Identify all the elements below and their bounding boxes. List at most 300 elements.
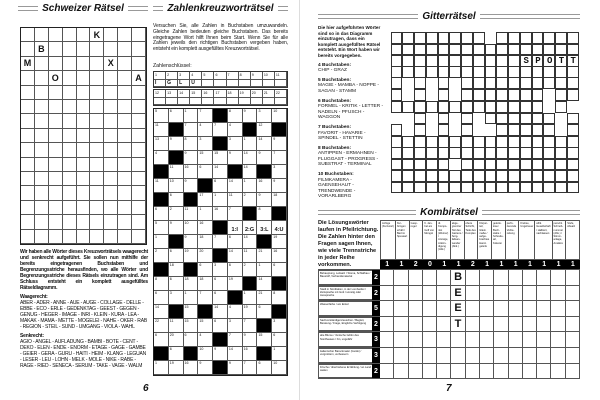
grid-cell[interactable] bbox=[184, 361, 202, 375]
grid-cell[interactable] bbox=[118, 186, 132, 200]
grid-cell[interactable] bbox=[132, 86, 146, 100]
grid-cell[interactable] bbox=[496, 55, 508, 67]
grid-cell[interactable] bbox=[21, 28, 35, 42]
grid-cell[interactable] bbox=[104, 42, 118, 56]
answer-cell[interactable] bbox=[394, 348, 408, 363]
grid-cell[interactable] bbox=[461, 44, 473, 56]
grid-cell[interactable] bbox=[35, 28, 49, 42]
grid-cell[interactable] bbox=[461, 170, 473, 182]
grid-cell[interactable] bbox=[132, 158, 146, 172]
grid-cell[interactable] bbox=[426, 101, 438, 113]
grid-cell[interactable] bbox=[461, 89, 473, 101]
grid-cell[interactable] bbox=[21, 201, 35, 215]
grid-cell[interactable] bbox=[532, 124, 544, 136]
grid-cell[interactable] bbox=[77, 158, 91, 172]
answer-cell[interactable] bbox=[394, 286, 408, 301]
grid-cell[interactable] bbox=[132, 71, 146, 85]
grid-cell[interactable] bbox=[520, 182, 532, 194]
grid-cell[interactable] bbox=[169, 347, 184, 361]
answer-cell[interactable] bbox=[423, 332, 437, 347]
key-letter-cell[interactable] bbox=[178, 98, 190, 106]
grid-cell[interactable] bbox=[272, 137, 287, 151]
grid-cell[interactable] bbox=[198, 319, 213, 333]
grid-cell[interactable] bbox=[391, 44, 403, 56]
grid-cell[interactable] bbox=[169, 263, 184, 277]
grid-cell[interactable] bbox=[438, 124, 450, 136]
grid-cell[interactable] bbox=[414, 101, 426, 113]
grid-cell[interactable] bbox=[77, 57, 91, 71]
grid-cell[interactable] bbox=[184, 235, 199, 249]
grid-cell[interactable] bbox=[496, 77, 508, 89]
answer-cell[interactable] bbox=[480, 332, 494, 347]
grid-cell[interactable] bbox=[49, 230, 63, 244]
grid-cell[interactable] bbox=[21, 129, 35, 143]
grid-cell[interactable] bbox=[169, 221, 184, 235]
answer-cell[interactable] bbox=[551, 301, 565, 316]
answer-cell[interactable] bbox=[494, 348, 508, 363]
grid-cell[interactable] bbox=[555, 159, 567, 171]
grid-cell[interactable] bbox=[213, 151, 228, 165]
grid-cell[interactable] bbox=[257, 151, 272, 165]
answer-cell[interactable] bbox=[537, 364, 551, 379]
grid-cell[interactable] bbox=[567, 44, 579, 56]
grid-cell[interactable] bbox=[63, 230, 77, 244]
key-letter-cell[interactable] bbox=[275, 98, 287, 106]
key-letter-cell[interactable] bbox=[202, 80, 214, 88]
grid-cell[interactable] bbox=[272, 151, 287, 165]
key-letter-cell[interactable]: I bbox=[154, 80, 166, 88]
grid-cell[interactable] bbox=[520, 89, 532, 101]
grid-cell[interactable] bbox=[391, 170, 403, 182]
grid-cell[interactable] bbox=[198, 109, 213, 123]
grid-cell[interactable] bbox=[485, 182, 497, 194]
answer-cell[interactable] bbox=[380, 317, 394, 332]
grid-cell[interactable] bbox=[520, 32, 532, 44]
key-letter-cell[interactable] bbox=[214, 98, 226, 106]
grid-cell[interactable] bbox=[402, 66, 414, 78]
grid-cell[interactable] bbox=[532, 89, 544, 101]
grid-cell[interactable] bbox=[426, 32, 438, 44]
key-letter-cell[interactable] bbox=[251, 80, 263, 88]
grid-cell[interactable] bbox=[132, 215, 146, 229]
key-letter-cell[interactable]: U bbox=[190, 80, 202, 88]
answer-cell[interactable] bbox=[466, 286, 480, 301]
grid-cell[interactable] bbox=[228, 193, 243, 207]
grid-cell[interactable] bbox=[543, 170, 555, 182]
grid-cell[interactable] bbox=[104, 114, 118, 128]
grid-cell[interactable] bbox=[228, 123, 243, 137]
grid-cell[interactable] bbox=[426, 44, 438, 56]
answer-cell[interactable]: E bbox=[451, 301, 465, 316]
grid-cell[interactable] bbox=[438, 66, 450, 78]
answer-cell[interactable] bbox=[480, 270, 494, 285]
grid-cell[interactable] bbox=[49, 201, 63, 215]
grid-cell[interactable] bbox=[104, 86, 118, 100]
grid-cell[interactable] bbox=[414, 182, 426, 194]
grid-cell[interactable] bbox=[228, 277, 243, 291]
grid-cell[interactable] bbox=[449, 32, 461, 44]
grid-cell[interactable] bbox=[555, 182, 567, 194]
grid-cell[interactable] bbox=[77, 186, 91, 200]
grid-cell[interactable] bbox=[272, 319, 287, 333]
answer-cell[interactable] bbox=[423, 348, 437, 363]
grid-cell[interactable] bbox=[90, 42, 104, 56]
answer-cell[interactable] bbox=[494, 270, 508, 285]
grid-cell[interactable] bbox=[104, 71, 118, 85]
grid-cell[interactable] bbox=[496, 182, 508, 194]
grid-cell[interactable] bbox=[438, 89, 450, 101]
grid-cell[interactable] bbox=[228, 319, 243, 333]
grid-cell[interactable] bbox=[154, 277, 169, 291]
grid-cell[interactable] bbox=[520, 124, 532, 136]
grid-cell[interactable] bbox=[426, 159, 438, 171]
grid-cell[interactable] bbox=[543, 159, 555, 171]
grid-cell[interactable] bbox=[257, 193, 272, 207]
key-letter-cell[interactable] bbox=[275, 80, 287, 88]
grid-cell[interactable] bbox=[438, 170, 450, 182]
grid-cell[interactable] bbox=[169, 137, 184, 151]
grid-cell[interactable] bbox=[243, 319, 258, 333]
grid-cell[interactable] bbox=[213, 263, 228, 277]
grid-cell[interactable] bbox=[77, 86, 91, 100]
grid-cell[interactable] bbox=[438, 32, 450, 44]
answer-cell[interactable] bbox=[494, 301, 508, 316]
grid-cell[interactable] bbox=[21, 230, 35, 244]
answer-cell[interactable] bbox=[380, 270, 394, 285]
grid-cell[interactable] bbox=[169, 333, 184, 347]
grid-cell[interactable] bbox=[35, 71, 49, 85]
answer-cell[interactable] bbox=[523, 301, 537, 316]
grid-cell[interactable] bbox=[243, 361, 261, 375]
grid-cell[interactable] bbox=[391, 136, 403, 148]
grid-cell[interactable] bbox=[508, 55, 520, 67]
grid-cell[interactable] bbox=[243, 109, 261, 123]
grid-cell[interactable] bbox=[414, 170, 426, 182]
grid-cell[interactable] bbox=[391, 159, 403, 171]
answer-cell[interactable] bbox=[566, 301, 580, 316]
grid-cell[interactable] bbox=[21, 172, 35, 186]
grid-cell[interactable] bbox=[63, 158, 77, 172]
grid-cell[interactable] bbox=[449, 101, 461, 113]
grid-cell[interactable] bbox=[485, 136, 497, 148]
answer-cell[interactable] bbox=[451, 364, 465, 379]
grid-cell[interactable] bbox=[438, 77, 450, 89]
grid-cell[interactable] bbox=[63, 86, 77, 100]
answer-cell[interactable] bbox=[394, 364, 408, 379]
answer-cell[interactable] bbox=[509, 317, 523, 332]
grid-cell[interactable] bbox=[154, 333, 169, 347]
grid-cell[interactable] bbox=[132, 186, 146, 200]
grid-cell[interactable] bbox=[449, 66, 461, 78]
number-key-1[interactable] bbox=[153, 71, 288, 88]
answer-cell[interactable] bbox=[409, 332, 423, 347]
grid-cell[interactable] bbox=[169, 207, 184, 221]
grid-cell[interactable] bbox=[414, 32, 426, 44]
grid-cell[interactable] bbox=[520, 136, 532, 148]
grid-cell[interactable] bbox=[77, 172, 91, 186]
grid-cell[interactable] bbox=[508, 77, 520, 89]
grid-cell[interactable] bbox=[543, 32, 555, 44]
grid-cell[interactable] bbox=[473, 101, 485, 113]
grid-cell[interactable] bbox=[449, 147, 461, 159]
answer-cell[interactable] bbox=[423, 270, 437, 285]
answer-cell[interactable] bbox=[551, 270, 565, 285]
grid-cell[interactable] bbox=[520, 66, 532, 78]
grid-cell[interactable] bbox=[77, 71, 91, 85]
grid-cell[interactable] bbox=[243, 165, 258, 179]
grid-cell[interactable] bbox=[228, 305, 243, 319]
answer-cell[interactable] bbox=[551, 348, 565, 363]
answer-cell[interactable] bbox=[380, 301, 394, 316]
answer-cell[interactable] bbox=[551, 286, 565, 301]
answer-cell[interactable] bbox=[466, 364, 480, 379]
grid-cell[interactable] bbox=[543, 66, 555, 78]
answer-cell[interactable] bbox=[537, 270, 551, 285]
grid-cell[interactable] bbox=[272, 249, 287, 263]
grid-cell[interactable] bbox=[198, 277, 213, 291]
answer-cell[interactable] bbox=[494, 364, 508, 379]
answer-cell[interactable] bbox=[409, 286, 423, 301]
grid-cell[interactable] bbox=[496, 44, 508, 56]
grid-cell[interactable] bbox=[21, 100, 35, 114]
grid-cell[interactable] bbox=[184, 151, 199, 165]
grid-cell[interactable] bbox=[473, 32, 485, 44]
grid-cell[interactable] bbox=[213, 193, 228, 207]
grid-cell[interactable] bbox=[426, 66, 438, 78]
grid-cell[interactable] bbox=[257, 249, 272, 263]
grid-cell[interactable] bbox=[169, 319, 184, 333]
grid-cell[interactable] bbox=[184, 123, 202, 137]
answer-cell[interactable] bbox=[466, 301, 480, 316]
answer-cell[interactable] bbox=[380, 364, 394, 379]
grid-cell[interactable] bbox=[228, 221, 243, 235]
grid-cell[interactable] bbox=[532, 113, 544, 125]
grid-cell[interactable] bbox=[132, 230, 146, 244]
grid-cell[interactable] bbox=[257, 277, 272, 291]
grid-cell[interactable] bbox=[90, 28, 104, 42]
grid-cell[interactable] bbox=[391, 101, 403, 113]
grid-cell[interactable] bbox=[35, 186, 49, 200]
grid-cell[interactable] bbox=[496, 89, 508, 101]
answer-cell[interactable] bbox=[394, 317, 408, 332]
key-letter-cell[interactable] bbox=[190, 98, 202, 106]
answer-cell[interactable] bbox=[566, 317, 580, 332]
grid-cell[interactable] bbox=[118, 129, 132, 143]
grid-cell[interactable] bbox=[449, 170, 461, 182]
grid-cell[interactable] bbox=[132, 42, 146, 56]
grid-cell[interactable] bbox=[567, 182, 579, 194]
grid-cell[interactable] bbox=[184, 221, 199, 235]
grid-cell[interactable] bbox=[473, 55, 485, 67]
key-letter-cell[interactable] bbox=[263, 98, 275, 106]
key-letter-cell[interactable] bbox=[154, 98, 166, 106]
grid-cell[interactable] bbox=[391, 66, 403, 78]
answer-cell[interactable] bbox=[523, 364, 537, 379]
grid-cell[interactable] bbox=[449, 182, 461, 194]
grid-cell[interactable] bbox=[567, 113, 579, 125]
grid-cell[interactable] bbox=[461, 66, 473, 78]
grid-cell[interactable] bbox=[198, 291, 213, 305]
grid-cell[interactable] bbox=[402, 182, 414, 194]
grid-cell[interactable] bbox=[257, 263, 272, 277]
grid-cell[interactable] bbox=[532, 44, 544, 56]
key-letter-cell[interactable] bbox=[239, 98, 251, 106]
answer-cell[interactable] bbox=[537, 286, 551, 301]
grid-cell[interactable] bbox=[198, 165, 213, 179]
grid-cell[interactable] bbox=[520, 77, 532, 89]
grid-cell[interactable] bbox=[118, 143, 132, 157]
grid-cell[interactable] bbox=[391, 32, 403, 44]
grid-cell[interactable] bbox=[104, 172, 118, 186]
grid-cell[interactable] bbox=[473, 136, 485, 148]
grid-cell[interactable] bbox=[473, 44, 485, 56]
grid-cell[interactable] bbox=[391, 147, 403, 159]
grid-cell[interactable] bbox=[35, 100, 49, 114]
grid-cell[interactable] bbox=[438, 159, 450, 171]
grid-cell[interactable] bbox=[132, 172, 146, 186]
answer-cell[interactable] bbox=[523, 332, 537, 347]
grid-cell[interactable] bbox=[272, 361, 287, 375]
grid-cell[interactable] bbox=[567, 136, 579, 148]
answer-cell[interactable] bbox=[537, 317, 551, 332]
grid-cell[interactable] bbox=[461, 113, 473, 125]
grid-cell[interactable] bbox=[485, 170, 497, 182]
answer-cell[interactable] bbox=[423, 301, 437, 316]
grid-cell[interactable] bbox=[35, 215, 49, 229]
grid-cell[interactable] bbox=[118, 201, 132, 215]
grid-cell[interactable] bbox=[508, 170, 520, 182]
grid-cell[interactable] bbox=[63, 71, 77, 85]
grid-cell[interactable] bbox=[49, 143, 63, 157]
key-letter-cell[interactable] bbox=[166, 98, 178, 106]
grid-cell[interactable] bbox=[184, 109, 202, 123]
grid-cell[interactable] bbox=[213, 305, 228, 319]
answer-cell[interactable] bbox=[523, 270, 537, 285]
grid-cell[interactable] bbox=[213, 165, 228, 179]
grid-cell[interactable] bbox=[438, 182, 450, 194]
grid-cell[interactable] bbox=[272, 221, 287, 235]
grid-cell[interactable] bbox=[21, 186, 35, 200]
grid-cell[interactable] bbox=[414, 147, 426, 159]
grid-cell[interactable] bbox=[508, 136, 520, 148]
grid-cell[interactable] bbox=[184, 291, 202, 305]
grid-cell[interactable] bbox=[198, 333, 213, 347]
key-letter-cell[interactable] bbox=[239, 80, 251, 88]
grid-cell[interactable] bbox=[63, 57, 77, 71]
grid-cell[interactable] bbox=[485, 66, 497, 78]
grid-cell[interactable] bbox=[198, 151, 213, 165]
grid-cell[interactable] bbox=[35, 158, 49, 172]
answer-cell[interactable] bbox=[566, 332, 580, 347]
grid-cell[interactable] bbox=[414, 124, 426, 136]
answer-cell[interactable] bbox=[509, 286, 523, 301]
grid-cell[interactable] bbox=[567, 124, 579, 136]
grid-cell[interactable] bbox=[104, 129, 118, 143]
grid-cell[interactable] bbox=[169, 179, 184, 193]
grid-cell[interactable] bbox=[49, 100, 63, 114]
grid-cell[interactable] bbox=[438, 113, 450, 125]
grid-cell[interactable] bbox=[508, 124, 520, 136]
answer-cell[interactable] bbox=[551, 364, 565, 379]
grid-cell[interactable] bbox=[402, 159, 414, 171]
grid-cell[interactable] bbox=[555, 44, 567, 56]
grid-cell[interactable] bbox=[257, 137, 272, 151]
grid-cell[interactable] bbox=[485, 89, 497, 101]
key-letter-cell[interactable] bbox=[214, 80, 226, 88]
grid-cell[interactable] bbox=[461, 147, 473, 159]
grid-cell[interactable] bbox=[49, 86, 63, 100]
grid-cell[interactable] bbox=[243, 347, 258, 361]
grid-cell[interactable] bbox=[473, 66, 485, 78]
answer-cell[interactable]: B bbox=[451, 270, 465, 285]
answer-cell[interactable] bbox=[537, 332, 551, 347]
grid-cell[interactable] bbox=[169, 109, 184, 123]
answer-cell[interactable] bbox=[423, 286, 437, 301]
grid-cell[interactable] bbox=[243, 235, 258, 249]
grid-cell[interactable] bbox=[35, 42, 49, 56]
grid-cell[interactable] bbox=[63, 28, 77, 42]
grid-cell[interactable] bbox=[272, 263, 287, 277]
grid-cell[interactable] bbox=[272, 291, 287, 305]
grid-cell[interactable] bbox=[49, 57, 63, 71]
grid-cell[interactable] bbox=[90, 71, 104, 85]
grid-cell[interactable] bbox=[228, 109, 243, 123]
answer-cell[interactable] bbox=[409, 317, 423, 332]
grid-cell[interactable] bbox=[555, 147, 567, 159]
grid-cell[interactable] bbox=[77, 143, 91, 157]
grid-cell[interactable] bbox=[272, 235, 287, 249]
grid-cell[interactable] bbox=[496, 124, 508, 136]
answer-cell[interactable] bbox=[523, 348, 537, 363]
grid-cell[interactable] bbox=[272, 165, 287, 179]
grid-cell[interactable] bbox=[132, 57, 146, 71]
grid-cell[interactable] bbox=[414, 89, 426, 101]
grid-cell[interactable] bbox=[118, 71, 132, 85]
key-letter-cell[interactable] bbox=[227, 98, 239, 106]
grid-cell[interactable] bbox=[77, 129, 91, 143]
grid-cell[interactable] bbox=[228, 333, 243, 347]
grid-cell[interactable] bbox=[184, 179, 199, 193]
answer-cell[interactable] bbox=[466, 332, 480, 347]
answer-cell[interactable] bbox=[466, 317, 480, 332]
grid-cell[interactable] bbox=[414, 113, 426, 125]
grid-cell[interactable] bbox=[257, 221, 272, 235]
grid-cell[interactable] bbox=[532, 101, 544, 113]
grid-cell[interactable] bbox=[508, 89, 520, 101]
grid-cell[interactable] bbox=[104, 186, 118, 200]
key-letter-cell[interactable]: L bbox=[178, 80, 190, 88]
answer-cell[interactable] bbox=[437, 301, 451, 316]
grid-cell[interactable] bbox=[198, 123, 213, 137]
answer-cell[interactable] bbox=[409, 348, 423, 363]
grid-cell[interactable] bbox=[118, 100, 132, 114]
grid-cell[interactable] bbox=[402, 147, 414, 159]
grid-cell[interactable] bbox=[485, 55, 497, 67]
grid-cell[interactable] bbox=[154, 249, 169, 263]
grid-cell[interactable] bbox=[391, 55, 403, 67]
grid-cell[interactable] bbox=[402, 136, 414, 148]
grid-cell[interactable] bbox=[496, 159, 508, 171]
grid-cell[interactable] bbox=[520, 159, 532, 171]
key-letter-cell[interactable] bbox=[251, 98, 263, 106]
grid-cell[interactable] bbox=[90, 186, 104, 200]
grid-cell[interactable] bbox=[461, 159, 473, 171]
grid-cell[interactable] bbox=[228, 235, 243, 249]
grid-cell[interactable] bbox=[184, 333, 202, 347]
grid-cell[interactable] bbox=[485, 77, 497, 89]
grid-cell[interactable] bbox=[104, 100, 118, 114]
grid-cell[interactable] bbox=[520, 44, 532, 56]
